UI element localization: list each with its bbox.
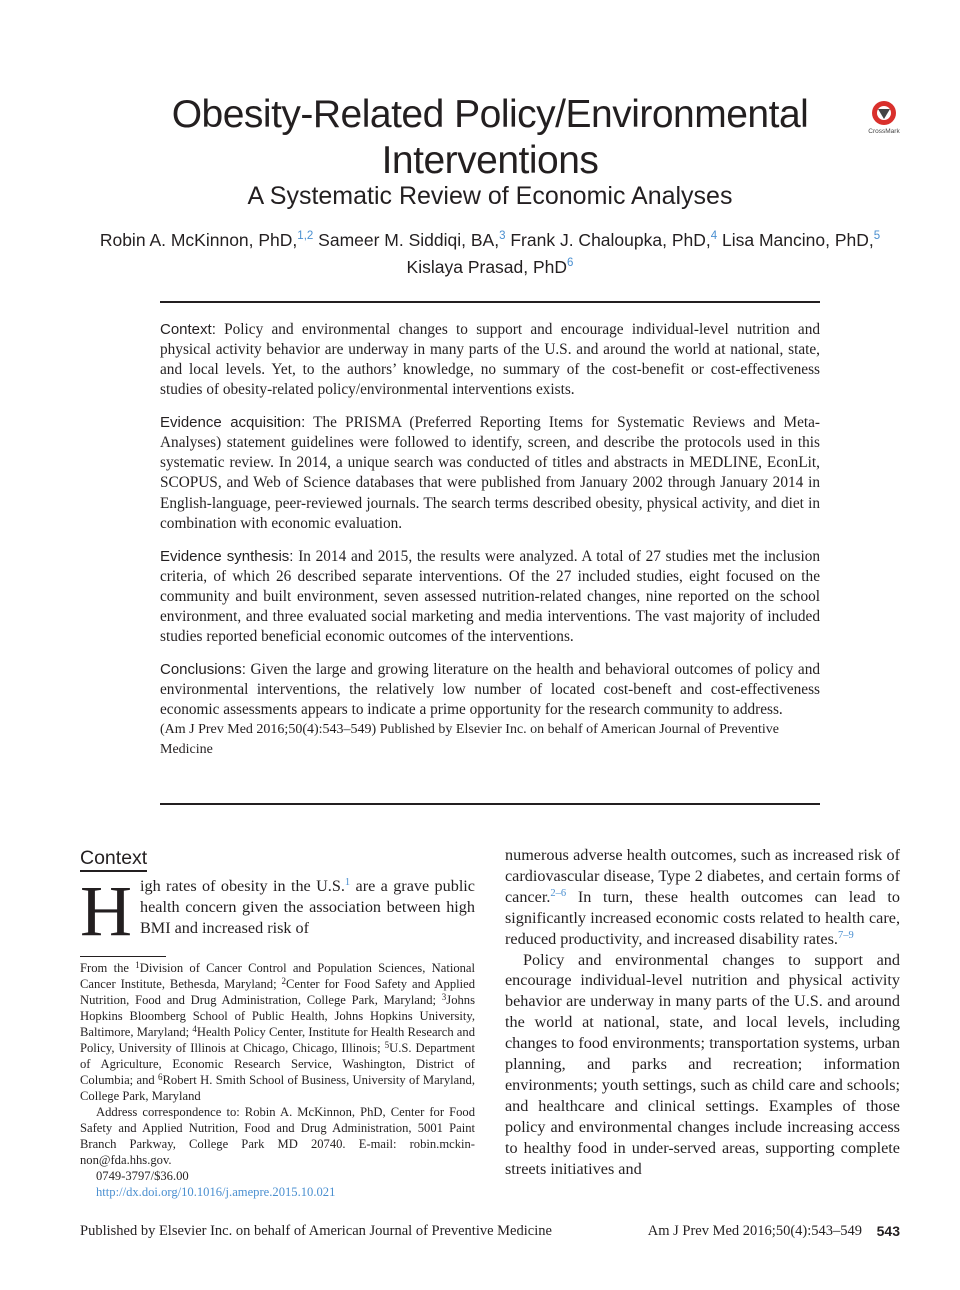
author-name: Kislaya Prasad, PhD — [406, 257, 568, 277]
body-text: numerous adverse health outcomes, such as increased risk of cardiovascular disease, Type 2 diabetes, and certain forms of cancer. — [505, 846, 900, 906]
author-list — [70, 227, 910, 281]
footer-citation: Am J Prev Med 2016;50(4):543–549 — [647, 1223, 862, 1239]
crossmark-label: CrossMark — [868, 128, 900, 135]
issn-price: 0749-3797/$36.00 — [96, 1169, 189, 1183]
section-heading-context: Context — [80, 846, 147, 872]
reference-link[interactable]: 2–6 — [550, 887, 567, 899]
author-name: Frank J. Chaloupka, PhD, — [510, 230, 711, 250]
affiliations: From the $^1$Division of Cancer Control and Population Sciences, National Cancer Institute, Bethesda, Maryland; $^2$Center for Food Safety and Applied Nutrition, Food and Drug Administration, College Park, Maryland; $^3$Johns Hopkins Bloomberg School of Public Health, Johns Hopkins University, Baltimore, Maryland; $^4$Health Policy Center, Institute for Health Research and Policy, University of Illinois at Chicago, Chicago, Illinois; $^5$U.S. Department of Agriculture, Economic Research Service, Washington, District of Columbia; and $^6$Robert H. Smith School of Business, University of Maryland, College Park, Maryland — [80, 960, 476, 1103]
author-name: Robin A. McKinnon, PhD, — [99, 230, 298, 250]
footnote-rule — [80, 956, 166, 957]
abstract-text: Given the large and growing literature on the health and behavioral outcomes of policy and environmental interventions, the relatively low number of located cost-beneft and cost-effectiveness economic assessments appears to indicate a prime opportunity for the research community to address. — [160, 660, 820, 718]
article-subtitle: A Systematic Review of Economic Analyses — [247, 182, 733, 210]
paragraph: Policy and environmental changes to support and encourage individual-level nutrition and physical activity behavior are underway in many parts of the U.S. and around the world at national, state, and local levels, including changes to food environments; transportation systems, urban planning, and parks and recreation; information environments; youth settings, such as child care and schools; and healthcare and clinical settings. Examples of those policy and environmental changes include increasing access to healthy food in under-served areas, supporting complete streets initiatives and — [505, 950, 900, 1178]
crossmark-icon[interactable] — [866, 99, 902, 135]
author-name: Lisa Mancino, PhD, — [722, 230, 874, 250]
page-number: 543 — [876, 1223, 900, 1239]
body-text-right — [505, 845, 900, 1180]
abstract-evidence-acquisition — [160, 413, 820, 534]
paragraph — [505, 845, 900, 950]
article-title — [120, 92, 860, 184]
footnotes — [80, 960, 475, 1200]
doi-link[interactable]: http://dx.doi.org/10.1016/j.amepre.2015.10.021 — [96, 1185, 336, 1199]
abstract-context — [160, 320, 820, 400]
abstract-label: Evidence synthesis: — [160, 547, 294, 565]
author-affiliation-ref[interactable]: 3 — [499, 230, 506, 242]
abstract-bottom-rule — [160, 803, 820, 805]
abstract-conclusions — [160, 660, 820, 720]
abstract-label: Context: — [160, 321, 216, 338]
title-line-2: Interventions — [381, 139, 599, 182]
reference-link[interactable]: 7–9 — [837, 929, 854, 941]
title-line-1: Obesity-Related Policy/Environmental — [171, 93, 809, 136]
abstract-text: The PRISMA (Preferred Reporting Items for Systematic Reviews and Meta-Analyses) statement guidelines were followed to identify, screen, and describe the protocols used in this systematic review. In 2014, a unique search was conducted of titles and abstracts in MEDLINE, EconLit, SCOPUS, and Web of Science databases that were published from January 2002 through January 2014 in English-language, peer-reviewed journals. The search terms described obesity, physical activity, and diet in combination with economic evaluation. — [160, 414, 820, 532]
author-affiliation-ref[interactable]: 1,2 — [297, 230, 314, 242]
body-text: In turn, these health outcomes can lead to significantly increased economic costs related to health care, reduced productivity, and increased disability rates. — [505, 887, 900, 948]
body-text-left — [80, 871, 475, 951]
footer-publisher: Published by Elsevier Inc. on behalf of American Journal of Preventive Medicine — [80, 1223, 552, 1239]
author-affiliation-ref[interactable]: 5 — [873, 230, 881, 242]
author-affiliation-ref[interactable]: 4 — [710, 230, 718, 242]
abstract — [160, 320, 820, 760]
abstract-citation: (Am J Prev Med 2016;50(4):543–549) Published by Elsevier Inc. on behalf of American Journal of Preventive Medicine — [160, 722, 779, 758]
drop-cap: H — [80, 871, 132, 951]
abstract-label: Evidence acquisition: — [160, 414, 306, 432]
author-name: Sameer M. Siddiqi, BA, — [318, 230, 500, 250]
abstract-text: Policy and environmental changes to support and encourage individual-level nutrition and physical activity behavior are underway in many parts of the U.S. and around the world at national, state, and local levels. Yet, to the authors’ knowledge, no summary of the cost-benefit or cost-effectiveness studies of obesity-related policy/environmental interventions exists. — [160, 321, 821, 399]
correspondence-address: Address correspondence to: Robin A. McKinnon, PhD, Center for Food Safety and Applied Nutrition, Food and Drug Administration, 5001 Paint Branch Parkway, College Park MD 20740. E-mail: robin.mckin-non@fda.hhs.gov. — [80, 1105, 475, 1167]
body-text: are a grave public health concern given the association between high BMI and increased risk of — [140, 877, 475, 937]
abstract-top-rule — [160, 301, 820, 303]
author-affiliation-ref[interactable]: 6 — [567, 257, 574, 269]
abstract-evidence-synthesis — [160, 547, 820, 647]
reference-link[interactable]: 1 — [344, 877, 351, 888]
body-text: igh rates of obesity in the U.S. — [140, 877, 345, 895]
abstract-label: Conclusions: — [160, 660, 246, 678]
abstract-text: In 2014 and 2015, the results were analyzed. A total of 27 studies met the inclusion criteria, of which 26 described separate interventions. Of the 27 included studies, eight focused on the community and built environment, seven assessed nutrition-related changes, nine reported on the school environment, and three evaluated social marketing and media interventions. The vast majority of included studies reported beneficial economic outcomes of the interventions. — [160, 547, 820, 645]
